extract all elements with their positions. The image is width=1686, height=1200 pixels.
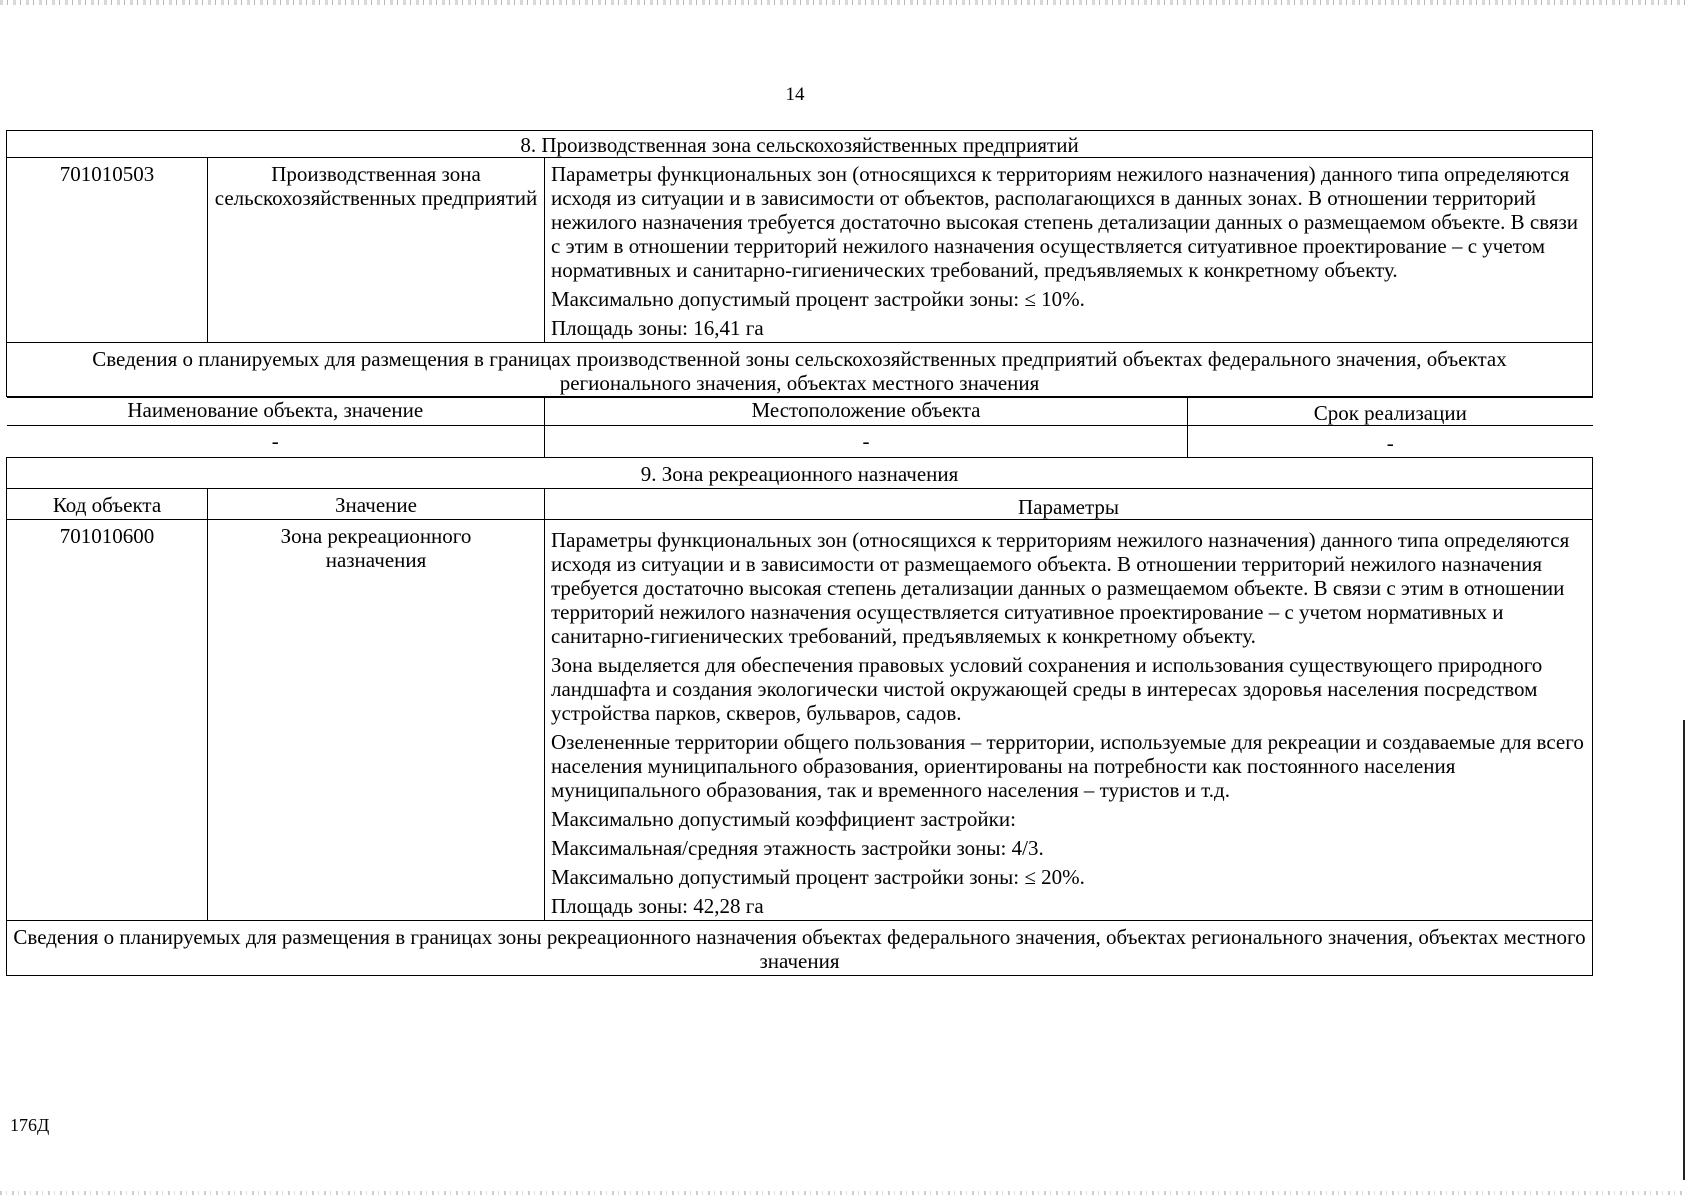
zone9-param-text: Параметры функциональных зон (относящихся к территориям нежилого назначения) данного типа определяются исходя из ситуации и в зависимости от размещаемого объекта. В отношении территорий нежилого назначения требуется достаточно высокая степень детализации данных о размещаемом объекте. В связи с этим в отношении территорий нежилого назначения осуществляется ситуативное проектирование – с учетом нормативных и санитарно-гигиенических требований, предъявляемых к конкретному объекту.	[551, 528, 1570, 648]
scan-edge-line	[1683, 720, 1685, 1180]
zone9-header-row	[7, 458, 1593, 489]
zone8-param-percent: Максимально допустимый процент застройки зоны: ≤ 10%.	[551, 287, 1085, 311]
zones-table	[6, 130, 1593, 976]
planned-cell-name: -	[7, 426, 545, 458]
zone9-header: 9. Зона рекреационного назначения	[7, 458, 1593, 489]
zone8-planned-table	[7, 397, 1593, 457]
planned-cell-location: -	[545, 426, 1188, 458]
zone9-param-purpose: Зона выделяется для обеспечения правовых условий сохранения и использования существующего природного ландшафта и создания экологически чистой окружающей среды в интересах здоровья населения посредством устройства парков, скверов, бульваров, садов.	[551, 653, 1543, 725]
col-object-code: Код объекта	[7, 489, 208, 520]
zone8-planned-header-row	[7, 343, 1593, 397]
zone9-param-floors: Максимальная/средняя этажность застройки зоны: 4/3.	[551, 836, 1044, 860]
scan-artifact-top	[0, 0, 1686, 5]
scan-artifact-bottom	[0, 1191, 1686, 1195]
zone8-planned-header: Сведения о планируемых для размещения в границах производственной зоны сельскохозяйственных предприятий объектах федерального значения, объектах регионального значения, объектах местного значения	[7, 343, 1593, 397]
col-object-location: Местоположение объекта	[545, 398, 1188, 426]
zone8-header-row	[7, 131, 1593, 158]
zone9-param-area: Площадь зоны: 42,28 га	[551, 894, 764, 918]
col-value: Значение	[208, 489, 545, 520]
planned-cell-term: -	[1188, 426, 1593, 458]
zone9-param-green: Озелененные территории общего пользования – территории, используемые для рекреации и создаваемые для всего населения муниципального образования, ориентированы на потребности как постоянного населения муниципального образования, так и временного населения – туристов и т.д.	[551, 730, 1584, 802]
zone8-data-row	[7, 158, 1593, 343]
col-implementation-term: Срок реализации	[1188, 398, 1593, 426]
zone8-params	[545, 158, 1593, 343]
zone9-data-row	[7, 520, 1593, 921]
page-number: 14	[785, 84, 805, 105]
zone8-header: 8. Производственная зона сельскохозяйственных предприятий	[7, 131, 1593, 158]
col-object-name: Наименование объекта, значение	[7, 398, 545, 426]
zone9-params	[545, 520, 1593, 921]
zone9-planned-header-row	[7, 921, 1593, 976]
zone8-planned-sub-row	[7, 397, 1593, 458]
zone9-param-percent: Максимально допустимый процент застройки зоны: ≤ 20%.	[551, 865, 1085, 889]
footer-code: 176Д	[10, 1115, 50, 1135]
zone9-name: Зона рекреационного назначения	[208, 520, 545, 921]
col-parameters: Параметры	[545, 489, 1593, 520]
zone9-code: 701010600	[7, 520, 208, 921]
zone9-planned-header: Сведения о планируемых для размещения в границах зоны рекреационного назначения объектах федерального значения, объектах регионального значения, объектах местного значения	[7, 921, 1593, 976]
zone8-param-area: Площадь зоны: 16,41 га	[551, 316, 764, 340]
zone8-param-text: Параметры функциональных зон (относящихся к территориям нежилого назначения) данного типа определяются исходя из ситуации и в зависимости от объектов, располагающихся в данных зонах. В отношении территорий нежилого назначения требуется достаточно высокая степень детализации данных о размещаемом объекте. В связи с этим в отношении территорий нежилого назначения осуществляется ситуативное проектирование – с учетом нормативных и санитарно-гигиенических требований, предъявляемых к конкретному объекту.	[551, 162, 1579, 282]
zone9-param-coefficient: Максимально допустимый коэффициент застройки:	[551, 807, 1016, 831]
zone8-planned-columns	[7, 398, 1593, 426]
zone8-code: 701010503	[7, 158, 208, 343]
zone8-planned-empty-row	[7, 426, 1593, 458]
zone8-name: Производственная зона сельскохозяйственных предприятий	[208, 158, 545, 343]
zone9-columns-row	[7, 489, 1593, 520]
